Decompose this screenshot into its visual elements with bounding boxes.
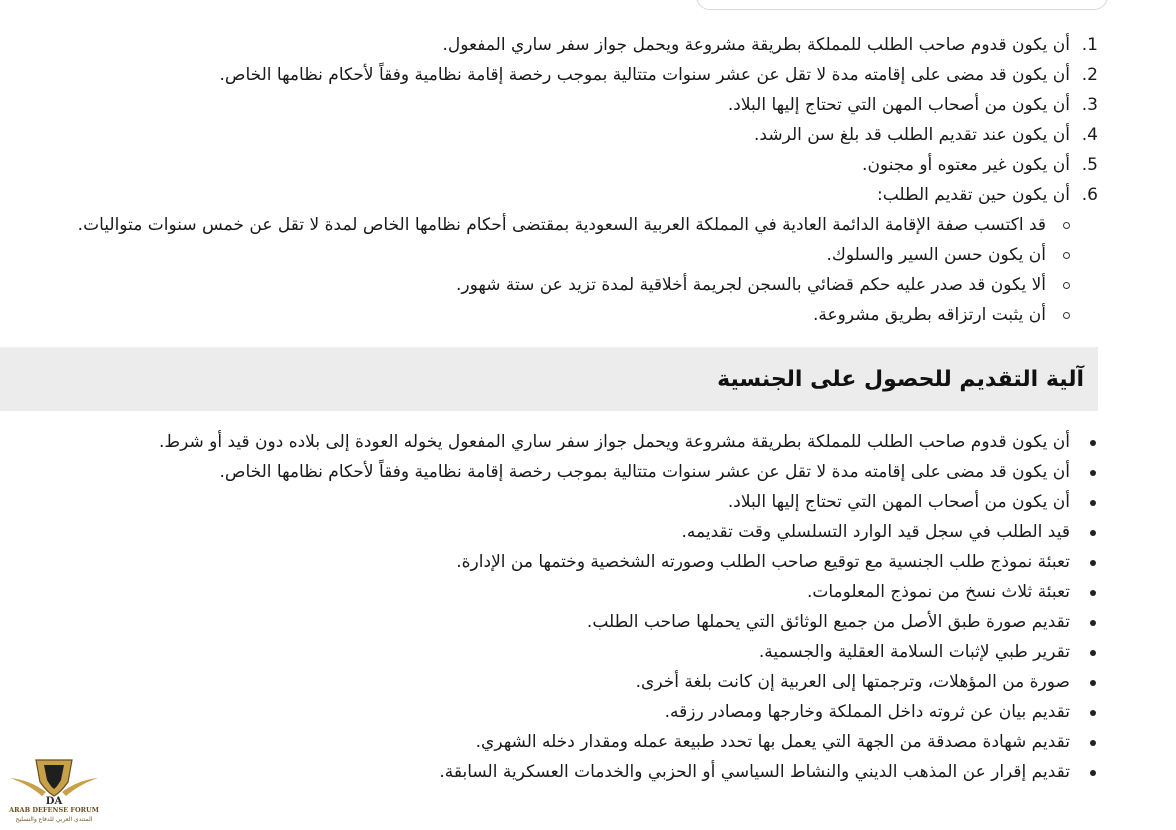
item-text: تقرير طبي لإثبات السلامة العقلية والجسمية. — [758, 642, 1070, 662]
bullet-icon — [1090, 560, 1096, 566]
item-text: أن يكون قدوم صاحب الطلب للمملكة بطريقة مشروعة ويحمل جواز سفر ساري المفعول. — [442, 35, 1070, 55]
item-text: تقديم شهادة مصدقة من الجهة التي يعمل بها تحدد طبيعة عمله ومقدار دخله الشهري. — [475, 732, 1070, 752]
forum-watermark-logo — [6, 756, 102, 828]
circle-bullet-icon — [1063, 252, 1070, 259]
item-text: أن يكون قد مضى على إقامته مدة لا تقل عن عشر سنوات متتالية بموجب رخصة إقامة نظامية وفقاً لأحكام نظامها الخاص. — [219, 462, 1070, 482]
item-text: أن يكون قد مضى على إقامته مدة لا تقل عن عشر سنوات متتالية بموجب رخصة إقامة نظامية وفقاً لأحكام نظامها الخاص. — [219, 65, 1070, 85]
bullet-icon — [1090, 470, 1096, 476]
requirement-item — [0, 120, 1098, 150]
step-item — [0, 487, 1098, 517]
item-text: أن يكون قدوم صاحب الطلب للمملكة بطريقة مشروعة ويحمل جواز سفر ساري المفعول يخوله العودة إلى بلاده دون قيد أو شرط. — [158, 432, 1070, 452]
bullet-icon — [1090, 650, 1096, 656]
section-header — [0, 347, 1098, 411]
item-number: 6. — [1081, 185, 1098, 205]
item-text: صورة من المؤهلات، وترجمتها إلى العربية إن كانت بلغة أخرى. — [635, 672, 1070, 692]
step-item — [0, 457, 1098, 487]
requirement-item — [0, 180, 1098, 210]
sub-requirement-item — [0, 300, 1098, 330]
item-number: 2. — [1081, 65, 1098, 85]
step-item — [0, 607, 1098, 637]
item-text: تعبئة ثلاث نسخ من نموذج المعلومات. — [806, 582, 1070, 602]
item-number: 1. — [1081, 35, 1098, 55]
circle-bullet-icon — [1063, 312, 1070, 319]
item-text: أن يكون من أصحاب المهن التي تحتاج إليها البلاد. — [727, 95, 1070, 115]
item-number: 5. — [1081, 155, 1098, 175]
item-text: أن يكون غير معتوه أو مجنون. — [862, 155, 1070, 175]
sub-requirement-item — [0, 210, 1098, 240]
item-text: أن يثبت ارتزاقه بطريق مشروعة. — [812, 305, 1046, 325]
watermark-name-en: ARAB DEFENSE FORUM — [9, 806, 99, 814]
step-item — [0, 697, 1098, 727]
bullet-icon — [1090, 530, 1096, 536]
item-text: قيد الطلب في سجل قيد الوارد التسلسلي وقت تقديمه. — [681, 522, 1070, 542]
step-item — [0, 637, 1098, 667]
bullet-icon — [1090, 680, 1096, 686]
sub-requirement-item — [0, 270, 1098, 300]
item-text: تعبئة نموذج طلب الجنسية مع توقيع صاحب الطلب وصورته الشخصية وختمها من الإدارة. — [456, 552, 1070, 572]
bullet-icon — [1090, 440, 1096, 446]
section-title: آلية التقديم للحصول على الجنسية — [717, 366, 1084, 392]
item-text: أن يكون حين تقديم الطلب: — [877, 185, 1070, 205]
item-text: ألا يكون قد صدر عليه حكم قضائي بالسجن لجريمة أخلاقية لمدة تزيد عن ستة شهور. — [455, 275, 1046, 295]
requirement-item — [0, 60, 1098, 90]
watermark-name-ar: المنتدى العربي للدفاع والتسليح — [15, 816, 93, 823]
bullet-icon — [1090, 500, 1096, 506]
search-box-edge — [696, 0, 1108, 10]
bullet-icon — [1090, 770, 1096, 776]
article-content — [0, 30, 1098, 787]
circle-bullet-icon — [1063, 282, 1070, 289]
application-steps-list — [0, 427, 1098, 787]
requirement-item — [0, 90, 1098, 120]
circle-bullet-icon — [1063, 222, 1070, 229]
requirement-item — [0, 150, 1098, 180]
item-text: تقديم إقرار عن المذهب الديني والنشاط السياسي أو الحزبي والخدمات العسكرية السابقة. — [439, 762, 1070, 782]
item-number: 4. — [1081, 125, 1098, 145]
bullet-icon — [1090, 590, 1096, 596]
item-text: أن يكون عند تقديم الطلب قد بلغ سن الرشد. — [754, 125, 1070, 145]
bullet-icon — [1090, 740, 1096, 746]
step-item — [0, 727, 1098, 757]
bullet-icon — [1090, 710, 1096, 716]
svg-text:DA: DA — [45, 796, 63, 807]
eagle-shield-icon — [6, 756, 102, 808]
step-item — [0, 547, 1098, 577]
sub-requirement-item — [0, 240, 1098, 270]
item-text: أن يكون من أصحاب المهن التي تحتاج إليها البلاد. — [727, 492, 1070, 512]
item-text: تقديم صورة طبق الأصل من جميع الوثائق التي يحملها صاحب الطلب. — [586, 612, 1070, 632]
item-text: قد اكتسب صفة الإقامة الدائمة العادية في المملكة العربية السعودية بمقتضى أحكام نظامها الخاص لمدة لا تقل عن خمس سنوات متواليات. — [77, 215, 1046, 235]
item-text: أن يكون حسن السير والسلوك. — [826, 245, 1046, 265]
requirement-item — [0, 30, 1098, 60]
step-item — [0, 577, 1098, 607]
bullet-icon — [1090, 620, 1096, 626]
step-item — [0, 757, 1098, 787]
sub-requirements-list — [0, 210, 1098, 330]
item-number: 3. — [1081, 95, 1098, 115]
step-item — [0, 517, 1098, 547]
item-text: تقديم بيان عن ثروته داخل المملكة وخارجها ومصادر رزقه. — [664, 702, 1070, 722]
step-item — [0, 427, 1098, 457]
requirements-list — [0, 30, 1098, 210]
step-item — [0, 667, 1098, 697]
